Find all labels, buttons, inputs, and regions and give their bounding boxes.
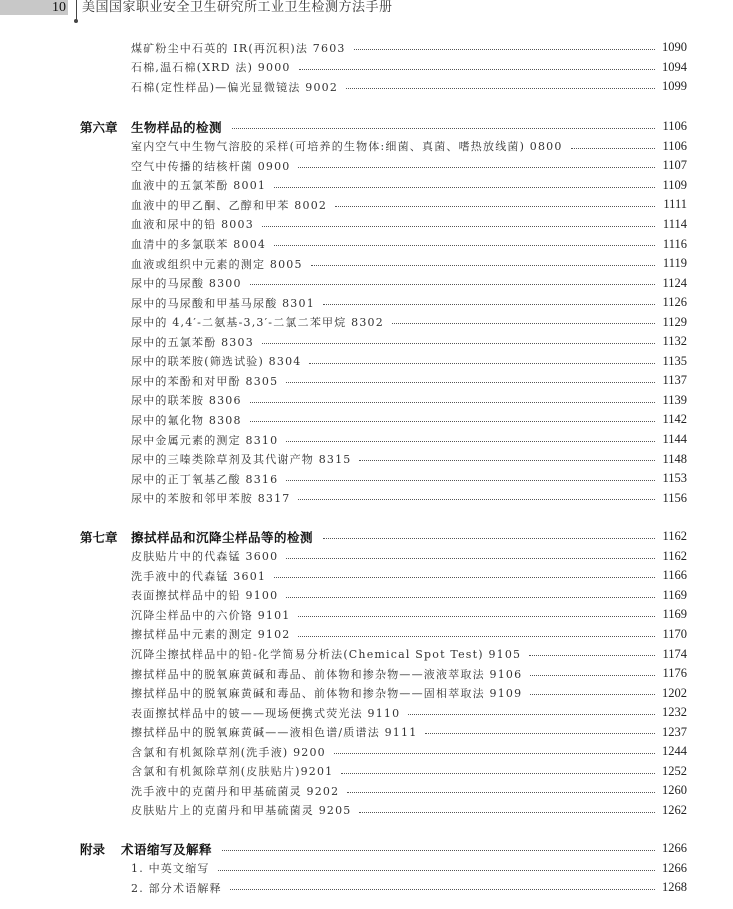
dot-leader [286,382,655,383]
dot-leader [274,577,655,578]
entry-title: 尿中的苯胺和邻甲苯胺 8317 [131,492,291,506]
entry-title: 擦拭样品中的脱氧麻黄碱和毒品、前体物和掺杂物——固相萃取法 9109 [131,687,523,701]
toc-entry-row[interactable] [0,215,733,235]
dot-leader [571,148,655,149]
toc-entry-row[interactable] [0,762,733,782]
dot-leader [230,889,655,890]
entry-title: 尿中的三嗪类除草剂及其代谢产物 8315 [131,453,352,467]
entry-title: 血液中的甲乙酮、乙醇和甲苯 8002 [131,198,328,212]
toc-entry-row[interactable] [0,781,733,801]
entry-page-number: 1260 [662,783,687,798]
entry-title: 表面擦拭样品中的铅 9100 [131,589,279,603]
entry-title: 擦拭样品中元素的测定 9102 [131,628,291,642]
toc-entry-row[interactable] [0,449,733,469]
toc-entry-row[interactable] [0,38,733,58]
entry-title: 尿中的联苯胺 8306 [131,394,242,408]
entry-title: 沉降尘擦拭样品中的铅-化学简易分析法(Chemical Spot Test) 9105 [131,648,522,661]
entry-title: 石棉(定性样品)—偏光显微镜法 9002 [131,80,339,94]
entry-title: 洗手液中的克菌丹和甲基硫菌灵 9202 [131,784,340,798]
entry-title: 含氯和有机氮除草剂(皮肤贴片)9201 [131,765,334,779]
entry-page-number: 1166 [662,568,687,583]
entry-title: 含氯和有机氮除草剂(洗手液) 9200 [131,745,326,759]
chapter-page-number: 1266 [662,841,687,856]
dot-leader [346,88,655,89]
page-number: 10 [52,0,66,15]
dot-leader [286,597,655,598]
toc-entry-row[interactable] [0,58,733,78]
entry-page-number: 1124 [662,275,687,290]
dot-leader [298,167,655,168]
dot-leader [334,753,655,754]
entry-title: 煤矿粉尘中石英的 IR(再沉积)法 7603 [131,41,346,55]
dot-leader [359,812,655,813]
toc-entry-row[interactable] [0,683,733,703]
chapter-number: 第七章 [80,529,118,545]
entry-page-number: 1114 [662,216,687,231]
chapter-page-number: 1162 [662,529,687,544]
dot-leader [274,245,655,246]
toc-entry-row[interactable] [0,703,733,723]
entry-title: 室内空气中生物气溶胶的采样(可培养的生物体:细菌、真菌、嗜热放线菌) 0800 [131,140,563,154]
dot-leader [262,226,655,227]
toc-entry-row[interactable] [0,722,733,742]
dot-leader [408,714,655,715]
toc-entry-row[interactable] [0,547,733,567]
dot-leader [298,636,655,637]
entry-title: 尿中的正丁氧基乙酸 8316 [131,472,279,486]
entry-page-number: 1153 [662,471,687,486]
running-title: 美国国家职业安全卫生研究所工业卫生检测方法手册 [82,0,393,15]
entry-page-number: 1262 [662,802,687,817]
toc-entry-row[interactable] [0,410,733,430]
dot-leader [529,655,655,656]
toc-entry-row[interactable] [0,859,733,879]
dot-leader [354,49,655,50]
toc-entry-row[interactable] [0,644,733,664]
entry-title: 尿中的马尿酸和甲基马尿酸 8301 [131,296,315,310]
toc-entry-row[interactable] [0,176,733,196]
toc-entry-row[interactable] [0,586,733,606]
entry-page-number: 1162 [662,548,687,563]
entry-page-number: 1156 [662,490,687,505]
entry-title: 血清中的多氯联苯 8004 [131,238,267,251]
header-divider-dot [74,19,78,23]
dot-leader [286,441,655,442]
entry-page-number: 1237 [662,724,687,739]
entry-page-number: 1169 [662,607,687,622]
toc-entry-row[interactable] [0,273,733,293]
entry-title: 擦拭样品中的脱氧麻黄碱——液相色谱/质谱法 9111 [131,726,418,740]
chapter-title: 擦拭样品和沉降尘样品等的检测 [131,529,314,545]
entry-page-number: 1170 [662,626,687,641]
entry-page-number: 1144 [662,432,687,446]
toc-entry-row[interactable] [0,254,733,274]
toc-entry-row[interactable] [0,488,733,508]
entry-page-number: 1252 [662,763,687,778]
entry-title: 皮肤贴片中的代森锰 3600 [131,550,279,564]
dot-leader [286,558,655,559]
toc-entry-row[interactable] [0,312,733,332]
entry-page-number: 1099 [662,79,687,94]
entry-title: 皮肤贴片上的克菌丹和甲基硫菌灵 9205 [131,804,352,818]
entry-page-number: 1169 [662,587,687,602]
entry-title: 尿中的联苯胺(筛选试验) 8304 [131,355,302,369]
entry-page-number: 1266 [662,860,687,875]
toc-entry-row[interactable] [0,801,733,821]
toc-entry-row[interactable] [0,371,733,391]
entry-title: 空气中传播的结核杆菌 0900 [131,159,291,173]
dot-leader [250,284,655,285]
dot-leader [218,870,655,871]
toc-entry-row[interactable] [0,352,733,372]
entry-page-number: 1111 [663,197,687,212]
dot-leader [262,343,655,344]
dot-leader [250,402,655,403]
toc-entry-row[interactable] [0,293,733,313]
entry-title: 1. 中英文缩写 [131,862,210,876]
entry-title: 血液中的五氯苯酚 8001 [131,179,267,193]
dot-leader [286,480,655,481]
entry-page-number: 1202 [662,685,687,700]
toc-entry-row[interactable] [0,625,733,645]
dot-leader [309,363,655,364]
toc-entry-row[interactable] [0,391,733,411]
dot-leader [323,538,655,539]
dot-leader [347,792,655,793]
entry-page-number: 1174 [662,646,687,661]
dot-leader [335,206,655,207]
dot-leader [392,323,655,324]
entry-title: 血液或组织中元素的测定 8005 [131,257,303,271]
entry-page-number: 1116 [662,236,687,251]
chapter-number: 附录 [80,841,106,857]
dot-leader [299,69,655,70]
dot-leader [311,265,655,266]
dot-leader [298,499,655,500]
entry-page-number: 1176 [662,666,687,681]
dot-leader [232,128,655,129]
entry-title: 血液和尿中的铅 8003 [131,218,254,232]
toc-entry-row[interactable] [0,195,733,215]
entry-page-number: 1119 [662,256,687,271]
entry-title: 沉降尘样品中的六价铬 9101 [131,608,291,622]
entry-page-number: 1148 [662,451,687,466]
entry-title: 洗手液中的代森锰 3601 [131,569,267,583]
entry-page-number: 1139 [662,392,687,407]
toc-entry-row[interactable] [0,332,733,352]
chapter-title: 术语缩写及解释 [121,841,213,857]
entry-page-number: 1137 [662,373,687,388]
entry-page-number: 1232 [662,705,687,720]
toc-entry-row[interactable] [0,430,733,450]
entry-title: 表面擦拭样品中的铍——现场便携式荧光法 9110 [131,706,401,720]
chapter-heading-row[interactable] [0,527,733,547]
entry-title: 尿中的马尿酸 8300 [131,277,242,291]
chapter-page-number: 1106 [662,119,687,134]
dot-leader [298,616,655,617]
entry-title: 石棉,温石棉(XRD 法) 9000 [131,61,291,75]
entry-title: 2. 部分术语解释 [131,881,222,895]
chapter-heading-row[interactable] [0,839,733,859]
entry-page-number: 1135 [662,353,687,368]
entry-title: 尿中的 4,4′-二氨基-3,3′-二氯二苯甲烷 8302 [131,316,384,330]
dot-leader [530,694,655,695]
dot-leader [323,304,655,305]
dot-leader [274,187,655,188]
toc-entry-row[interactable] [0,742,733,762]
chapter-title: 生物样品的检测 [131,119,223,135]
entry-title: 尿中金属元素的测定 8310 [131,433,279,447]
toc-entry-row[interactable] [0,137,733,157]
entry-title: 尿中的苯酚和对甲酚 8305 [131,374,279,388]
toc-entry-row[interactable] [0,605,733,625]
entry-page-number: 1109 [662,177,687,192]
toc-entry-row[interactable] [0,77,733,97]
entry-page-number: 1126 [662,295,687,310]
entry-title: 擦拭样品中的脱氧麻黄碱和毒品、前体物和掺杂物——液液萃取法 9106 [131,667,523,681]
chapter-number: 第六章 [80,119,118,135]
entry-title: 尿中的五氯苯酚 8303 [131,335,254,349]
entry-page-number: 1268 [662,880,687,895]
entry-page-number: 1094 [662,59,687,74]
toc-entry-row[interactable] [0,234,733,254]
chapter-heading-row[interactable] [0,117,733,137]
dot-leader [222,850,655,851]
dot-leader [359,460,655,461]
entry-page-number: 1132 [662,334,687,349]
entry-page-number: 1244 [662,744,687,759]
dot-leader [530,675,655,676]
entry-page-number: 1142 [662,412,687,427]
entry-title: 尿中的氟化物 8308 [131,413,242,427]
entry-page-number: 1107 [662,158,687,173]
toc-entry-row[interactable] [0,156,733,176]
toc-entry-row[interactable] [0,878,733,898]
toc-entry-row[interactable] [0,469,733,489]
toc-entry-row[interactable] [0,664,733,684]
entry-page-number: 1106 [662,138,687,153]
entry-page-number: 1129 [662,314,687,329]
dot-leader [425,733,655,734]
dot-leader [250,421,655,422]
entry-page-number: 1090 [662,40,687,55]
toc-entry-row[interactable] [0,566,733,586]
header-divider [76,0,77,20]
dot-leader [341,773,655,774]
